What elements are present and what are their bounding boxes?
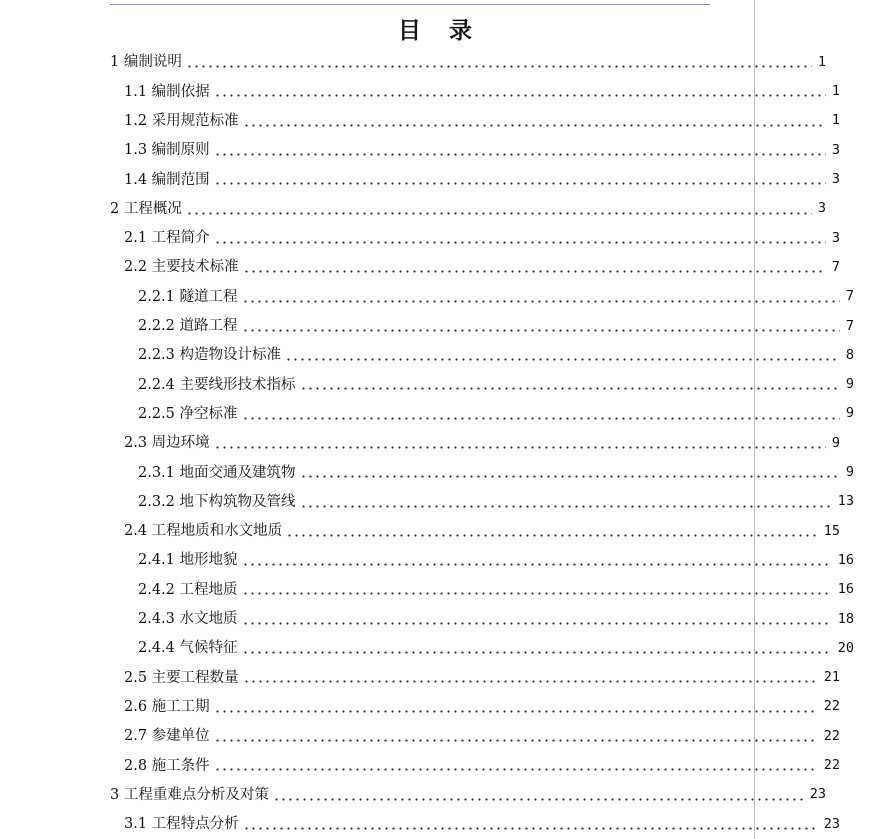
toc-entry[interactable] [0,400,854,429]
toc-entry[interactable] [0,429,840,458]
dot-leader [214,153,826,156]
toc-entry[interactable] [0,546,854,575]
toc-entry-label: 2.5 主要工程数量 [124,669,239,686]
toc-entry[interactable] [0,48,826,77]
toc-entry-page-number: 15 [823,522,840,539]
toc-entry-label: 2.3 周边环境 [124,435,210,452]
dot-leader [242,651,832,654]
dot-leader [285,358,840,361]
toc-entry-label: 2.1 工程简介 [124,230,210,247]
toc-entry-page-number: 18 [837,610,854,627]
toc-entry[interactable] [0,693,840,722]
toc-entry-label: 2.4.1 地形地貌 [138,552,238,569]
toc-entry-page-number: 9 [845,376,854,393]
toc-entry-page-number: 7 [845,317,854,334]
dot-leader [300,475,840,478]
toc-entry-page-number: 7 [831,258,840,275]
dot-leader [242,329,840,332]
toc-entry[interactable] [0,780,826,809]
toc-entry-page-number: 22 [823,727,840,744]
toc-entry-page-number: 16 [837,581,854,598]
dot-leader [300,387,840,390]
toc-entry[interactable] [0,224,840,253]
toc-entry-page-number: 1 [831,83,840,100]
dot-leader [243,124,826,127]
toc-entry-page-number: 23 [823,815,840,832]
dot-leader [214,241,826,244]
toc-entry-label: 1.3 编制原则 [124,142,210,159]
toc-entry-label: 2.2.3 构造物设计标准 [138,347,282,364]
toc-entry-page-number: 1 [831,112,840,129]
toc-entry-page-number: 22 [823,698,840,715]
toc-entry[interactable] [0,663,840,692]
toc-entry[interactable] [0,253,840,282]
toc-entry[interactable] [0,487,854,516]
dot-leader [242,417,840,420]
toc-entry[interactable] [0,634,854,663]
toc-entry-label: 2.4.4 气候特征 [138,640,238,657]
toc-entry-page-number: 1 [817,53,826,70]
toc-entry-label: 2.4 工程地质和水文地质 [124,523,283,540]
toc-entry-page-number: 9 [845,405,854,422]
toc-entry-label: 2.7 参建单位 [124,728,210,745]
toc-entry-label: 2.2.5 净空标准 [138,405,238,422]
dot-leader [286,534,818,537]
table-of-contents [0,48,854,839]
toc-entry-page-number: 9 [831,434,840,451]
dot-leader [186,65,812,68]
toc-entry[interactable] [0,722,840,751]
toc-entry-page-number: 21 [823,669,840,686]
toc-entry[interactable] [0,165,840,194]
toc-entry-label: 2.3.1 地面交通及建筑物 [138,464,296,481]
toc-entry-page-number: 23 [809,786,826,803]
toc-entry[interactable] [0,341,854,370]
toc-entry-page-number: 7 [845,288,854,305]
toc-entry-page-number: 3 [831,141,840,158]
toc-entry-page-number: 3 [831,229,840,246]
dot-leader [243,680,818,683]
toc-entry[interactable] [0,605,854,634]
toc-entry[interactable] [0,458,854,487]
dot-leader [243,827,818,830]
toc-entry-page-number: 13 [837,493,854,510]
toc-entry[interactable] [0,810,840,839]
dot-leader [214,94,826,97]
toc-entry-label: 2.2.4 主要线形技术指标 [138,376,296,393]
toc-entry-label: 2.2.2 道路工程 [138,318,238,335]
toc-entry-label: 2.2.1 隧道工程 [138,288,238,305]
toc-entry-label: 2.3.2 地下构筑物及管线 [138,493,296,510]
dot-leader [186,212,812,215]
toc-entry[interactable] [0,282,854,311]
toc-entry-page-number: 3 [817,200,826,217]
toc-entry-label: 1.2 采用规范标准 [124,112,239,129]
toc-entry[interactable] [0,107,840,136]
toc-entry[interactable] [0,312,854,341]
toc-entry-page-number: 9 [845,464,854,481]
dot-leader [273,798,804,801]
toc-entry-label: 2.6 施工工期 [124,698,210,715]
toc-entry-label: 1 编制说明 [110,54,182,71]
toc-entry-label: 3.1 工程特点分析 [124,816,239,833]
toc-entry-page-number: 22 [823,757,840,774]
toc-entry-label: 3 工程重难点分析及对策 [110,786,269,803]
toc-entry-page-number: 8 [845,346,854,363]
dot-leader [242,592,832,595]
dot-leader [214,710,818,713]
toc-entry-label: 2 工程概况 [110,200,182,217]
toc-entry-page-number: 20 [837,639,854,656]
toc-entry-label: 1.4 编制范围 [124,171,210,188]
dot-leader [214,739,818,742]
toc-title: 目 录 [397,17,482,44]
toc-entry[interactable] [0,370,854,399]
toc-entry[interactable] [0,194,826,223]
dot-leader [242,622,832,625]
toc-entry-page-number: 3 [831,171,840,188]
toc-entry[interactable] [0,517,840,546]
toc-entry[interactable] [0,136,840,165]
toc-entry[interactable] [0,77,840,106]
dot-leader [214,446,826,449]
toc-entry[interactable] [0,751,840,780]
toc-entry[interactable] [0,575,854,604]
dot-leader [214,768,818,771]
dot-leader [300,505,832,508]
dot-leader [242,300,840,303]
toc-entry-label: 2.2 主要技术标准 [124,259,239,276]
toc-entry-label: 2.4.2 工程地质 [138,581,238,598]
header-rule [110,4,710,5]
dot-leader [243,270,826,273]
dot-leader [242,563,832,566]
toc-entry-label: 2.8 施工条件 [124,757,210,774]
dot-leader [214,182,826,185]
toc-entry-page-number: 16 [837,551,854,568]
toc-entry-label: 1.1 编制依据 [124,83,210,100]
toc-entry-label: 2.4.3 水文地质 [138,611,238,628]
